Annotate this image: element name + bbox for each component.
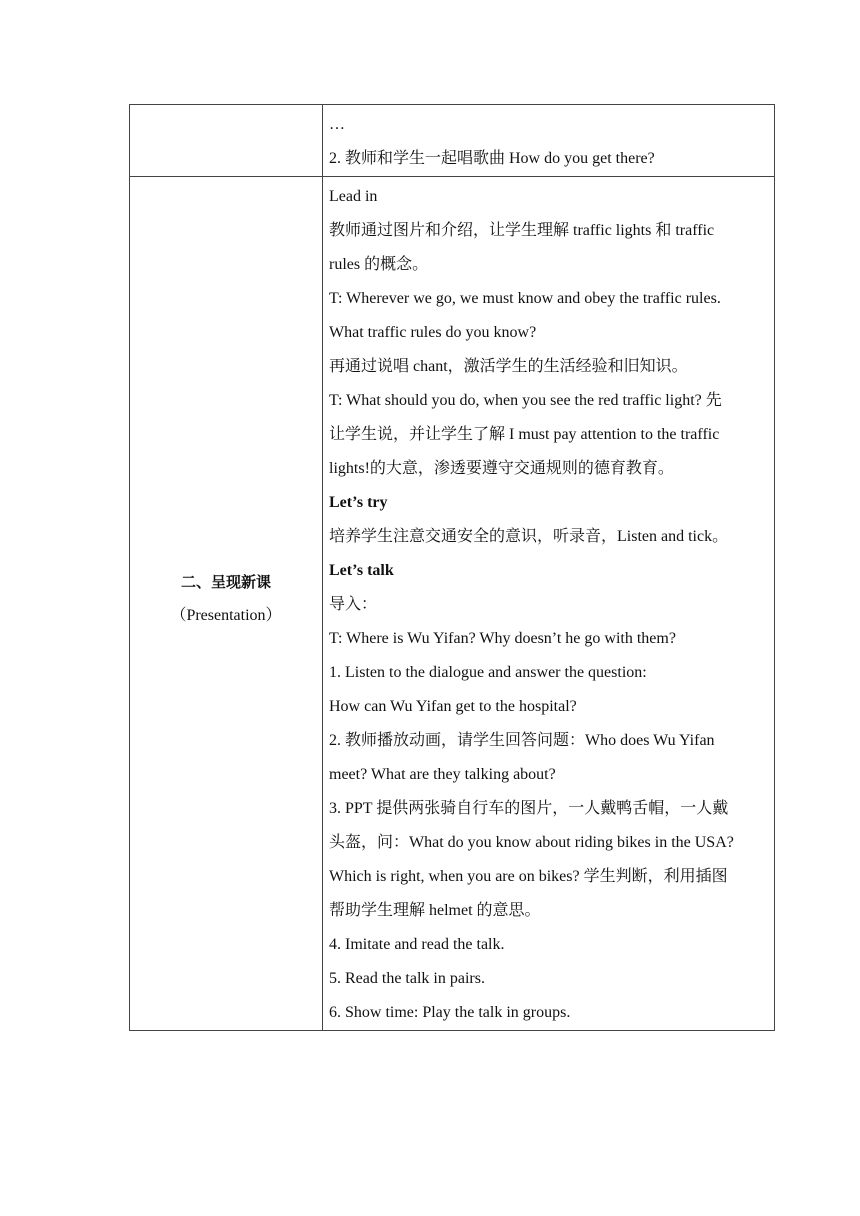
activity-cell-1 [323, 105, 775, 177]
activity-line: 再通过说唱 chant，激活学生的生活经验和旧知识。 [329, 358, 688, 375]
activity-line: 让学生说，并让学生了解 I must pay attention to the traffic [329, 426, 720, 443]
activity-line: Lead in [329, 188, 378, 205]
activity-line: 教师通过图片和介绍，让学生理解 traffic lights 和 traffic [329, 222, 715, 239]
stage-cell-empty [130, 105, 323, 177]
activity-line: What traffic rules do you know? [329, 324, 537, 341]
activity-line: 1. Listen to the dialogue and answer the question: [329, 664, 647, 681]
activity-line: 帮助学生理解 helmet 的意思。 [329, 902, 541, 919]
stage-title: 二、呈现新课 [180, 572, 271, 591]
activity-line: T: Wherever we go, we must know and obey the traffic rules. [329, 290, 721, 307]
activity-line: meet? What are they talking about? [329, 766, 556, 783]
activity-line: lights!的大意，渗透要遵守交通规则的德育教育。 [329, 460, 674, 477]
activity-line: 导入： [329, 596, 378, 613]
activity-line: 3. PPT 提供两张骑自行车的图片，一人戴鸭舌帽，一人戴 [329, 800, 729, 817]
activity-line: rules 的概念。 [329, 256, 429, 273]
activity-line: 头盔，问：What do you know about riding bikes in the USA? [329, 834, 734, 851]
table-row-1 [130, 105, 775, 177]
activity-line: 2. 教师播放动画，请学生回答问题：Who does Wu Yifan [329, 732, 715, 749]
activity-line: … [329, 116, 345, 133]
activity-line: 4. Imitate and read the talk. [329, 936, 505, 953]
activity-line: Which is right, when you are on bikes? 学生判断，利用插图 [329, 868, 728, 885]
section-heading-lets-talk: Let’s talk [329, 562, 394, 579]
stage-subtitle: （Presentation） [170, 606, 282, 624]
activity-line: T: Where is Wu Yifan? Why doesn’t he go with them? [329, 630, 676, 647]
activity-line: 2. 教师和学生一起唱歌曲 How do you get there? [329, 150, 655, 167]
activity-line: 6. Show time: Play the talk in groups. [329, 1004, 571, 1021]
activity-cell-2 [323, 177, 775, 1031]
table-row-2 [130, 177, 775, 1031]
section-heading-lets-try: Let’s try [329, 494, 388, 511]
activity-line: 5. Read the talk in pairs. [329, 970, 485, 987]
activity-line: How can Wu Yifan get to the hospital? [329, 698, 577, 715]
lesson-plan-table [129, 104, 775, 1031]
activity-line: 培养学生注意交通安全的意识，听录音，Listen and tick。 [329, 528, 729, 545]
stage-cell-presentation [130, 177, 323, 1031]
activity-line: T: What should you do, when you see the red traffic light? 先 [329, 392, 722, 409]
